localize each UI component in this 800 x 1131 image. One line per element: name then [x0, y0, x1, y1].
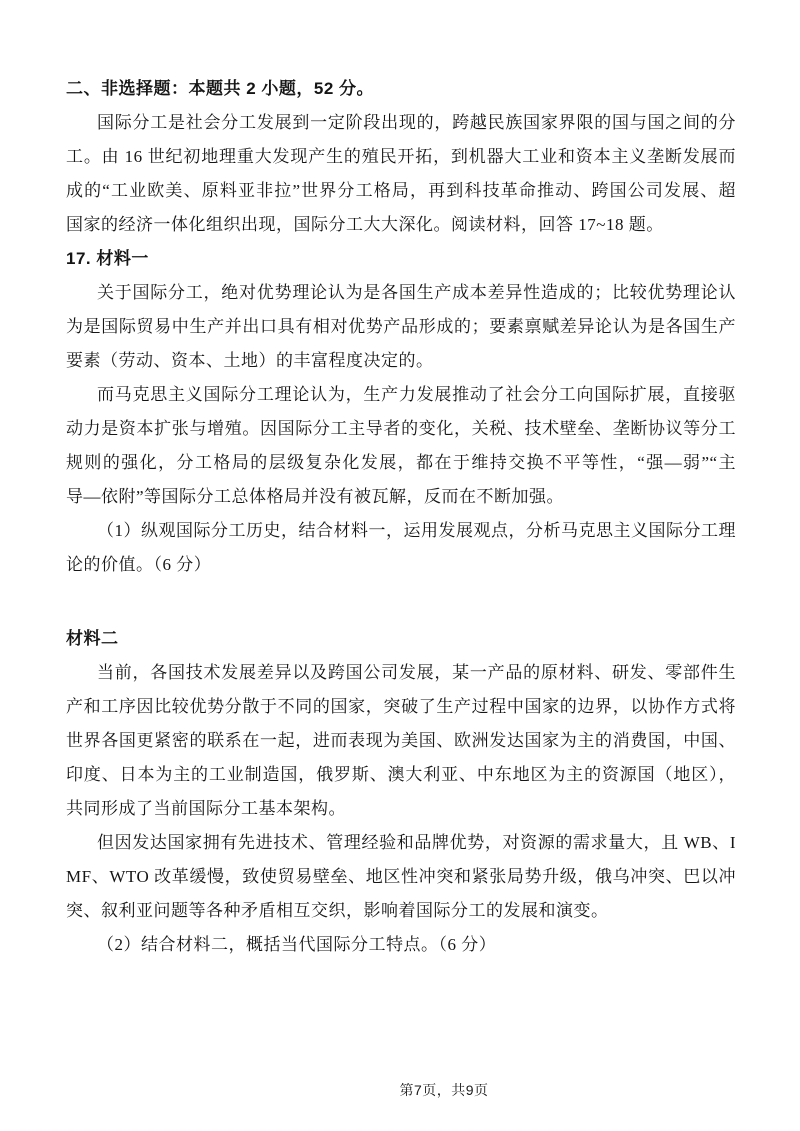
page-number: 第7页，共9页	[399, 1082, 489, 1098]
question-17-part-2	[66, 928, 736, 962]
text-line: 产和工序因比较优势分散于不同的国家，突破了生产过程中国家的边界，以协作方式将	[66, 697, 736, 716]
text-line: （2）结合材料二，概括当代国际分工特点。（6 分）	[97, 935, 497, 954]
text-line: 为是国际贸易中生产并出口具有相对优势产品形成的；要素禀赋差异论认为是各国生产	[66, 317, 736, 336]
text-line: （1）纵观国际分工历史，结合材料一，运用发展观点，分析马克思主义国际分工理	[97, 521, 736, 540]
text-line: 规则的强化，分工格局的层级复杂化发展，都在于维持交换不平等性，“强—弱”“主	[66, 453, 736, 472]
text-line: 工。由 16 世纪初地理重大发现产生的殖民开拓，到机器大工业和资本主义垄断发展而	[66, 147, 736, 166]
text-line: 突、叙利亚问题等各种矛盾相互交织，影响着国际分工的发展和演变。	[66, 901, 609, 920]
page-footer	[0, 1080, 800, 1100]
section-heading-non-choice	[66, 72, 736, 106]
text-line: 关于国际分工，绝对优势理论认为是各国生产成本差异性造成的；比较优势理论认	[97, 283, 736, 302]
text-line: 共同形成了当前国际分工基本架构。	[66, 799, 346, 818]
intro-paragraph	[66, 106, 736, 242]
material-2-paragraph-2	[66, 826, 736, 928]
text-line: 要素（劳动、资本、土地）的丰富程度决定的。	[66, 351, 434, 370]
text-line: 论的价值。（6 分）	[66, 555, 212, 574]
text-line: 导—依附”等国际分工总体格局并没有被瓦解，反而在不断加强。	[66, 487, 565, 506]
material-1-paragraph-2	[66, 378, 736, 514]
material-2-heading	[66, 622, 736, 656]
text-line: 国际分工是社会分工发展到一定阶段出现的，跨越民族国家界限的国与国之间的分	[97, 113, 736, 132]
text-line: 而马克思主义国际分工理论认为，生产力发展推动了社会分工向国际扩展，直接驱	[97, 385, 736, 404]
text-line: 国家的经济一体化组织出现，国际分工大大深化。阅读材料，回答 17~18 题。	[66, 215, 664, 234]
material-1-paragraph-1	[66, 276, 736, 378]
text-line: 但因发达国家拥有先进技术、管理经验和品牌优势，对资源的需求量大，且 WB、I	[97, 833, 736, 852]
heading-line: 材料二	[66, 629, 119, 648]
text-line: MF、WTO 改革缓慢，致使贸易壁垒、地区性冲突和紧张局势升级，俄乌冲突、巴以冲	[66, 867, 736, 886]
question-17-material-1-heading	[66, 242, 736, 276]
text-line: 当前，各国技术发展差异以及跨国公司发展，某一产品的原材料、研发、零部件生	[97, 663, 736, 682]
heading-line: 二、非选择题：本题共 2 小题，52 分。	[66, 79, 375, 98]
text-line: 动力是资本扩张与增殖。因国际分工主导者的变化，关税、技术壁垒、垄断协议等分工	[66, 419, 736, 438]
material-2-paragraph-1	[66, 656, 736, 826]
text-line: 成的“工业欧美、原料亚非拉”世界分工格局，再到科技革命推动、跨国公司发展、超	[66, 181, 736, 200]
text-line: 世界各国更紧密的联系在一起，进而表现为美国、欧洲发达国家为主的消费国，中国、	[66, 731, 736, 750]
heading-line: 17. 材料一	[66, 249, 149, 268]
question-17-part-1	[66, 514, 736, 582]
document-content	[66, 72, 736, 962]
text-line: 印度、日本为主的工业制造国，俄罗斯、澳大利亚、中东地区为主的资源国（地区），	[66, 765, 736, 784]
